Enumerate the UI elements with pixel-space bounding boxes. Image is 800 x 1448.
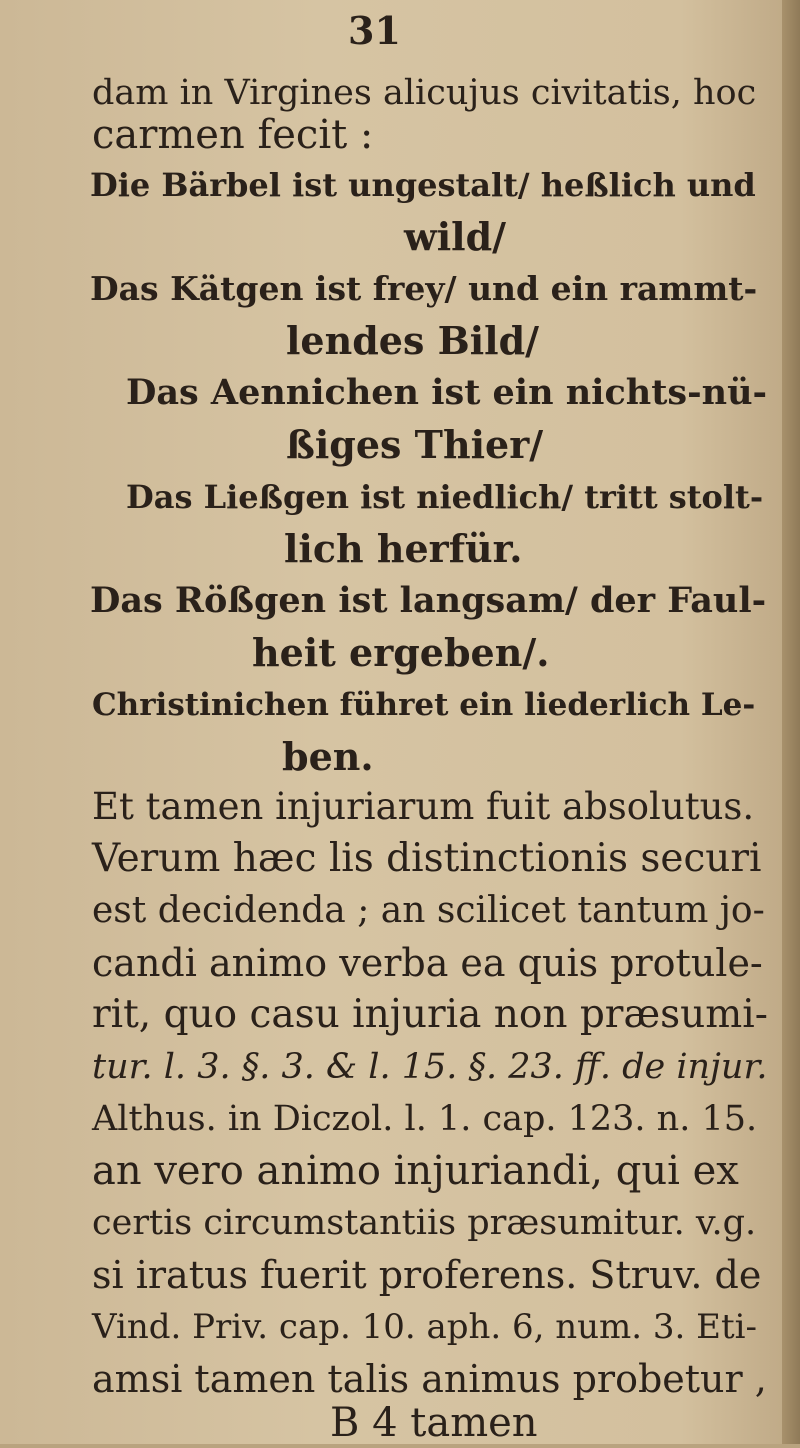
text-line-1: dam in Virgines alicujus civitatis, hoc [92,73,757,113]
text-line-18: candi animo verba ea quis protule- [92,941,763,985]
text-line-24: si iratus fuerit proferens. Struv. de [92,1253,762,1297]
verse-line-6-cont: ben. [282,734,374,779]
text-line-25: Vind. Priv. cap. 10. aph. 6, num. 3. Eti- [92,1307,758,1347]
verse-line-4: Das Ließgen ist niedlich/ tritt stolt- [126,478,764,516]
page-edge [782,0,800,1444]
text-line-17: est decidenda ; an scilicet tantum jo- [92,890,765,931]
verse-line-5-cont: heit ergeben/. [252,630,550,675]
text-line-16: Verum hæc lis distinctionis securi [92,836,762,881]
verse-line-2: Das Kätgen ist frey/ und ein rammt- [90,269,758,308]
text-line-15: Et tamen injuriarum fuit absolutus. [92,785,755,828]
verse-line-2-cont: lendes Bild/ [286,318,540,363]
text-line-20: tur. l. 3. §. 3. & l. 15. §. 23. ff. de injur. [92,1047,768,1087]
text-line-21: Althus. in Diczol. l. 1. cap. 123. n. 15. [92,1099,758,1139]
verse-line-4-cont: lich herfür. [284,526,523,571]
text-line-2: carmen fecit : [92,112,374,158]
text-line-26: amsi tamen talis animus probetur , [92,1357,767,1401]
text-line-19: rit, quo casu injuria non præsumi- [92,992,768,1037]
text-line-22: an vero animo injuriandi, qui ex [92,1148,739,1194]
signature-catchword: B 4 tamen [330,1400,538,1446]
page-number: 31 [348,8,401,53]
verse-line-1-cont: wild/ [404,214,507,259]
verse-line-3-cont: ßiges Thier/ [286,422,544,467]
verse-line-5: Das Rößgen ist langsam/ der Faul- [90,580,767,621]
verse-line-1: Die Bärbel ist ungestalt/ heßlich und [90,166,756,204]
verse-line-6: Christinichen führet ein liederlich Le- [92,687,756,723]
text-line-23: certis circumstantiis præsumitur. v.g. [92,1203,757,1243]
verse-line-3: Das Aennichen ist ein nichts-nü- [126,372,768,413]
